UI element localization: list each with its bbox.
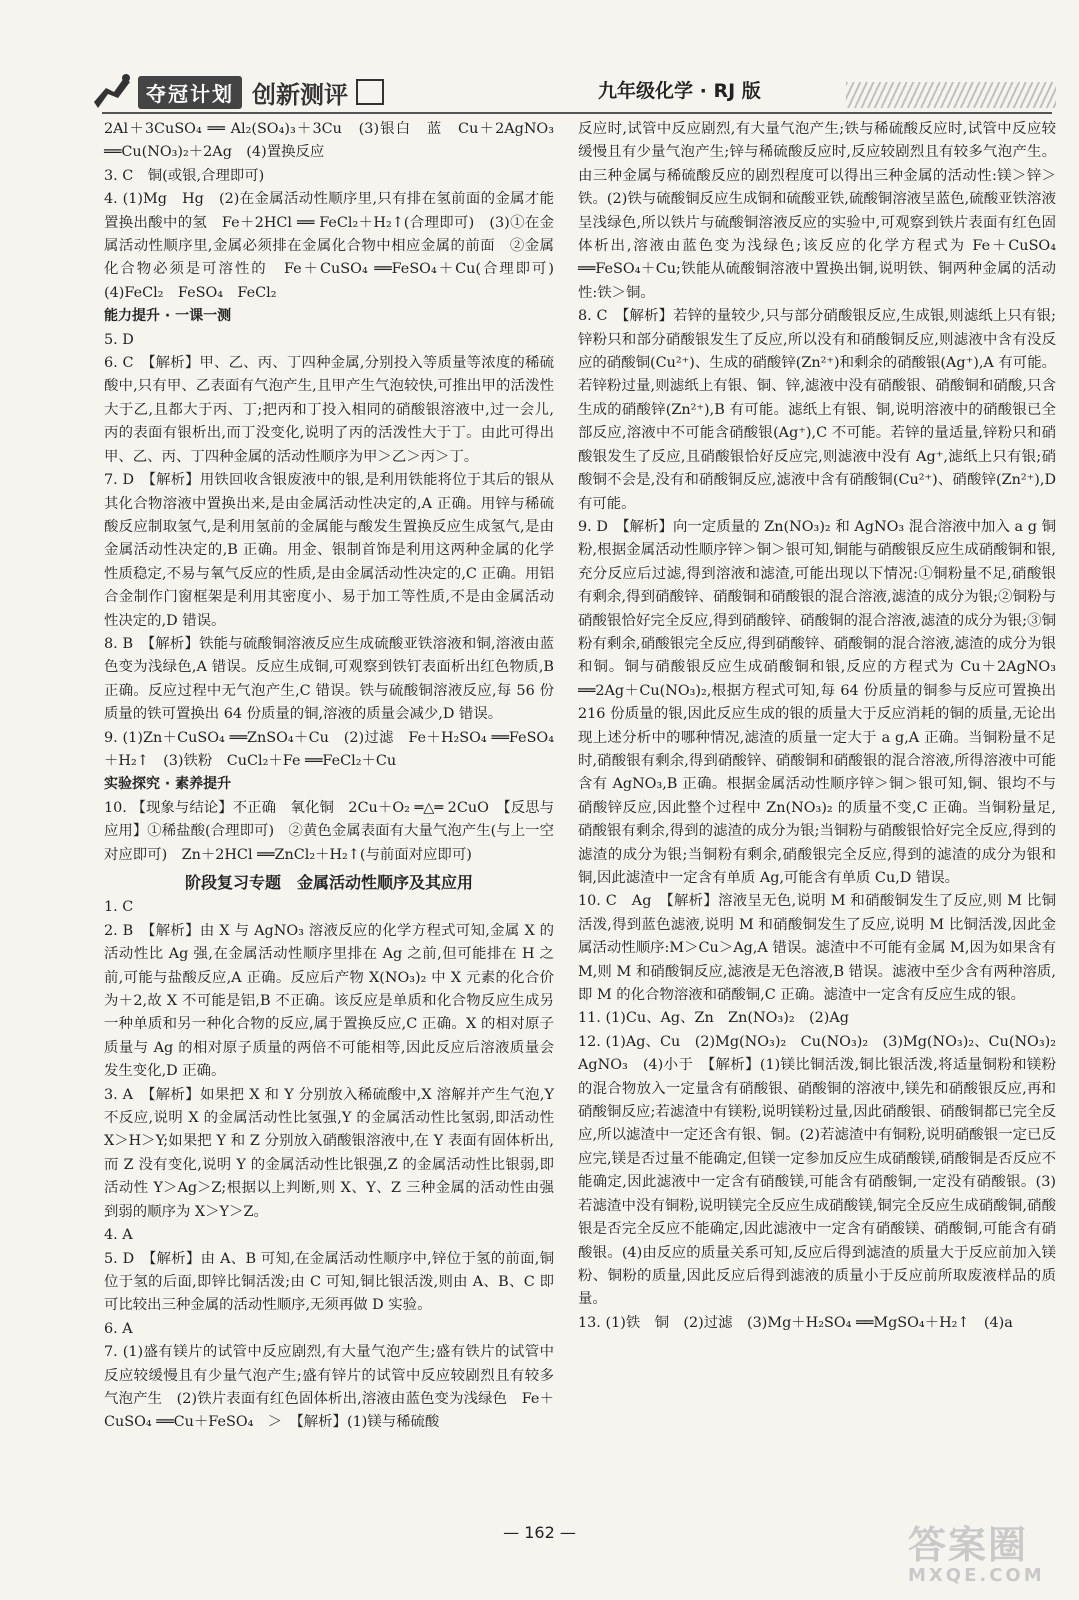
answer-paragraph: 11. (1)Cu、Ag、Zn Zn(NO₃)₂ (2)Ag <box>578 1010 849 1027</box>
answer-paragraph: 7. D 【解析】用铁回收含银废液中的银,是利用铁能将位于其后的银从其化合物溶液中置换出来,是由金属活动性决定的,A 正确。用锌与稀硫酸反应制取氢气,是利用氢前的金属能与酸发生置换反应生成氢气,是由金属活动性决定的,B 正确。用金、银制首饰是利用这两种金属的化学性质稳定,不易与氧气反应的性质,是由金属活动性决定的,C 正确。用铝合金制作门窗框架是利用其密度小、易于加工等性质,不是由金属活动性决定的,D 错误。 <box>104 472 554 629</box>
pencil-icon <box>356 79 384 105</box>
brand-logo <box>90 72 384 112</box>
runner-icon <box>90 72 134 112</box>
answer-paragraph: 9. (1)Zn＋CuSO₄ ══ZnSO₄＋Cu (2)过滤 Fe＋H₂SO₄ ══FeSO₄＋H₂↑ (3)铁粉 CuCl₂＋Fe ══FeCl₂＋Cu <box>104 729 554 769</box>
header-decoration <box>846 82 1056 108</box>
answer-paragraph: 1. C <box>104 899 134 916</box>
answer-paragraph: 4. A <box>104 1227 133 1244</box>
page-header <box>0 0 1079 118</box>
answer-paragraph: 5. D 【解析】由 A、B 可知,在金属活动性顺序中,锌位于氢的前面,铜位于氢的后面,即锌比铜活泼;由 C 可知,铜比银活泼,则由 A、B、C 即可比较出三种金属的活动性顺序,无须再做 D 实验。 <box>104 1250 554 1314</box>
watermark <box>908 1525 1045 1586</box>
answer-paragraph: 9. D 【解析】向一定质量的 Zn(NO₃)₂ 和 AgNO₃ 混合溶液中加入 a g 铜粉,根据金属活动性顺序锌＞铜＞银可知,铜能与硝酸银反应生成硝酸铜和银,充分反应后过滤,得到溶液和滤渣,可能出现以下情况:①铜粉量不足,硝酸银有剩余,得到硝酸锌、硝酸铜和硝酸银的混合溶液,滤渣的成分为银;②铜粉与硝酸银恰好完全反应,得到硝酸锌、硝酸铜的混合溶液,滤渣的成分为银;③铜粉有剩余,硝酸银完全反应,得到硝酸锌、硝酸铜的混合溶液,滤渣的成分为银和铜。铜与硝酸银反应生成硝酸铜和银,反应的方程式为 Cu＋2AgNO₃ ══2Ag＋Cu(NO₃)₂,根据方程式可知,每 64 份质量的铜参与反应可置换出 216 份质量的银,因此反应生成的银的质量大于反应消耗的铜的质量,无论出现上述分析中的哪种情况,滤渣的质量一定大于 a g,A 正确。当铜粉量不足时,硝酸银有剩余,得到硝酸锌、硝酸铜和硝酸银的混合溶液,所得溶液中可能含有 AgNO₃,B 正确。根据金属活动性顺序锌＞铜＞银可知,铜、银均不与硝酸锌反应,因此整个过程中 Zn(NO₃)₂ 的质量不变,C 正确。当铜粉量足,硝酸银有剩余,得到的滤渣的成分为银;当铜粉与硝酸银恰好完全反应,得到的滤渣的成分为银;当铜粉有剩余,硝酸银完全反应,得到的滤渣的成分为银和铜,因此滤渣中一定含有单质 Ag,可能含有单质 Cu,D 错误。 <box>578 518 1056 886</box>
answer-paragraph: 8. B 【解析】铁能与硫酸铜溶液反应生成硫酸亚铁溶液和铜,溶液由蓝色变为浅绿色,A 错误。反应生成铜,可观察到铁钉表面析出红色物质,B 正确。反应过程中无气泡产生,C 错误。铁与硫酸铜溶液反应,每 56 份质量的铁可置换出 64 份质量的铜,溶液的质量会减少,D 错误。 <box>104 635 554 723</box>
header-rule <box>102 112 1052 114</box>
brand-name: 夺冠计划 <box>138 76 242 109</box>
answer-paragraph: 12. (1)Ag、Cu (2)Mg(NO₃)₂ Cu(NO₃)₂ (3)Mg(NO₃)₂、Cu(NO₃)₂ AgNO₃ (4)小于 【解析】(1)镁比铜活泼,铜比银活泼,将适量铜粉和镁粉的混合物放入一定量含有硝酸银、硝酸铜的溶液中,镁先和硝酸银反应,再和硝酸铜反应;若滤渣中有镁粉,说明镁粉过量,因此硝酸银、硝酸铜都已完全反应,所以滤渣中一定还含有银、铜。(2)若滤渣中有铜粉,说明硝酸银一定已反应完,镁是否过量不能确定,但镁一定参加反应生成硝酸镁,硝酸铜是否反应不能确定,因此滤液中一定含有硝酸镁,可能含有硝酸铜,一定没有硝酸银。(3)若滤渣中没有铜粉,说明镁完全反应生成硝酸镁,铜完全反应生成硝酸铜,硝酸银是否完全反应不能确定,因此滤液中一定含有硝酸镁、硝酸铜,可能含有硝酸银。(4)由反应的质量关系可知,反应后得到滤渣的质量大于反应前加入镁粉、铜粉的质量,因此反应后得到滤液的质量小于反应前所取废液样品的质量。 <box>578 1033 1071 1308</box>
answer-paragraph: 7. (1)盛有镁片的试管中反应剧烈,有大量气泡产生;盛有铁片的试管中反应较缓慢且有少量气泡产生;盛有锌片的试管中反应较剧烈且有较多气泡产生 (2)铁片表面有红色固体析出,溶液由蓝色变为浅绿色 Fe＋CuSO₄ ══Cu＋FeSO₄ ＞ 【解析】(1)镁与稀硫酸 <box>104 1344 554 1431</box>
answer-paragraph: 10. C Ag 【解析】溶液呈无色,说明 M 和硝酸铜发生了反应,则 M 比铜活泼,得到蓝色滤液,说明 M 和硝酸铜发生了反应,说明 M 比铜活泼,因此金属活动性顺序:M＞Cu＞Ag,A 错误。滤渣中不可能有金属 M,因为如果含有 M,则 M 和硝酸铜反应,滤液是无色溶液,B 错误。滤液中至少含有两种溶质,即 M 的化合物溶液和硝酸铜,C 正确。滤渣中一定含有反应生成的银。 <box>578 893 1056 1004</box>
answer-paragraph: 8. C 【解析】若锌的量较少,只与部分硝酸银反应,生成银,则滤纸上只有银;锌粉只和部分硝酸银发生了反应,所以没有和硝酸铜反应,则滤液中含有没反应的硝酸铜(Cu²⁺)、生成的硝酸锌(Zn²⁺)和剩余的硝酸银(Ag⁺),A 有可能。若锌粉过量,则滤纸上有银、铜、锌,滤液中没有硝酸银、硝酸铜和硝酸,只含生成的硝酸锌(Zn²⁺),B 有可能。滤纸上有银、铜,说明溶液中的硝酸银已全部反应,溶液中不可能含硝酸银(Ag⁺),C 不可能。若锌的量适量,锌粉只和硝酸银发生了反应,且硝酸银恰好反应完,则滤液中没有 Ag⁺,滤纸上只有银;硝酸铜不会是,没有和硝酸铜反应,滤液中含有硝酸铜(Cu²⁺)、硝酸锌(Zn²⁺),D 有可能。 <box>578 308 1056 512</box>
watermark-top: 答案圈 <box>908 1523 1029 1567</box>
answer-paragraph: 4. (1)Mg Hg (2)在金属活动性顺序里,只有排在氢前面的金属才能置换出酸中的氢 Fe＋2HCl ══ FeCl₂＋H₂↑(合理即可) (3)①在金属活动性顺序里,金属必须排在金属化合物中相应金属的前面 ②金属化合物必须是可溶性的 Fe＋CuSO₄ ══FeSO₄＋Cu(合理即可) (4)FeCl₂ FeSO₄ FeCl₂ <box>104 191 569 301</box>
left-column <box>104 118 569 1435</box>
answer-paragraph: 3. C 铜(或银,合理即可) <box>104 167 265 184</box>
answer-paragraph: 13. (1)铁 铜 (2)过滤 (3)Mg＋H₂SO₄ ══MgSO₄＋H₂↑ (4)a <box>578 1314 1013 1331</box>
watermark-bottom: MXQE.COM <box>908 1565 1045 1586</box>
answer-paragraph: 10. 【现象与结论】不正确 氧化铜 2Cu＋O₂ ═△═ 2CuO 【反思与应用】①稀盐酸(合理即可) ②黄色金属表面有大量气泡产生(与上一空对应即可) Zn＋2HCl ══ZnCl₂＋H₂↑(与前面对应即可) <box>104 799 554 863</box>
grade-label: 九年级化学 · RJ 版 <box>598 80 761 102</box>
answer-paragraph: 2. B 【解析】由 X 与 AgNO₃ 溶液反应的化学方程式可知,金属 X 的活动性比 Ag 强,在金属活动性顺序里排在 Ag 之前,但可能排在 H 之前,可能与盐酸反应,A 正确。反应后产物 X(NO₃)₂ 中 X 元素的化合价为＋2,故 X 不可能是铝,B 不正确。该反应是单质和化合物反应生成另一种单质和另一种化合物的反应,属于置换反应,C 正确。X 的相对原子质量与 Ag 的相对原子质量的两倍不可能相等,因此反应后溶液质量会发生变化,D 正确。 <box>104 922 554 1080</box>
section-heading: 实验探究 · 素养提升 <box>104 776 232 793</box>
section-title: 阶段复习专题 金属活动性顺序及其应用 <box>184 873 473 892</box>
answer-paragraph: 反应时,试管中反应剧烈,有大量气泡产生;铁与稀硫酸反应时,试管中反应较缓慢且有少量气泡产生;锌与稀硫酸反应时,反应较剧烈且有较多气泡产生。由三种金属与稀硫酸反应的剧烈程度可以得出三种金属的活动性:镁＞锌＞铁。(2)铁与硫酸铜反应生成铜和硫酸亚铁,硫酸铜溶液呈蓝色,硫酸亚铁溶液呈浅绿色,所以铁片与硫酸铜溶液反应的实验中,可观察到铁片表面有红色固体析出,溶液由蓝色变为浅绿色;该反应的化学方程式为 Fe＋CuSO₄ ══FeSO₄＋Cu;铁能从硫酸铜溶液中置换出铜,说明铁、铜两种金属的活动性:铁＞铜。 <box>578 121 1056 301</box>
series-name: 创新测评 <box>252 80 348 109</box>
section-heading: 能力提升 · 一课一测 <box>104 308 232 325</box>
right-column <box>578 118 1071 1335</box>
answer-paragraph: 2Al＋3CuSO₄ ══ Al₂(SO₄)₃＋3Cu (3)银白 蓝 Cu＋2AgNO₃ ══Cu(NO₃)₂＋2Ag (4)置换反应 <box>104 121 554 161</box>
answer-paragraph: 3. A 【解析】如果把 X 和 Y 分别放入稀硫酸中,X 溶解并产生气泡,Y 不反应,说明 X 的金属活动性比氢强,Y 的金属活动性比氢弱,即活动性 X＞H＞Y;如果把 Y 和 Z 分别放入硝酸银溶液中,在 Y 表面有固体析出,而 Z 没有变化,说明 Y 的金属活动性比银强,Z 的金属活动性比银弱,即活动性 Y＞Ag＞Z;根据以上判断,则 X、Y、Z 三种金属的活动性由强到弱的顺序为 X＞Y＞Z。 <box>104 1086 554 1220</box>
page-number: — 162 — <box>503 1523 576 1542</box>
answer-paragraph: 6. A <box>104 1320 133 1337</box>
answer-paragraph: 6. C 【解析】甲、乙、丙、丁四种金属,分别投入等质量等浓度的稀硫酸中,只有甲、乙表面有气泡产生,且甲产生气泡较快,可推出甲的活泼性大于乙,且都大于丙、丁;把丙和丁投入相同的硝酸银溶液中,过一会儿,丙的表面有银析出,而丁没变化,说明了丙的活泼性大于丁。由此可得出甲、乙、丙、丁四种金属的活动性顺序为甲＞乙＞丙＞丁。 <box>104 355 554 465</box>
answer-paragraph: 5. D <box>104 331 134 348</box>
